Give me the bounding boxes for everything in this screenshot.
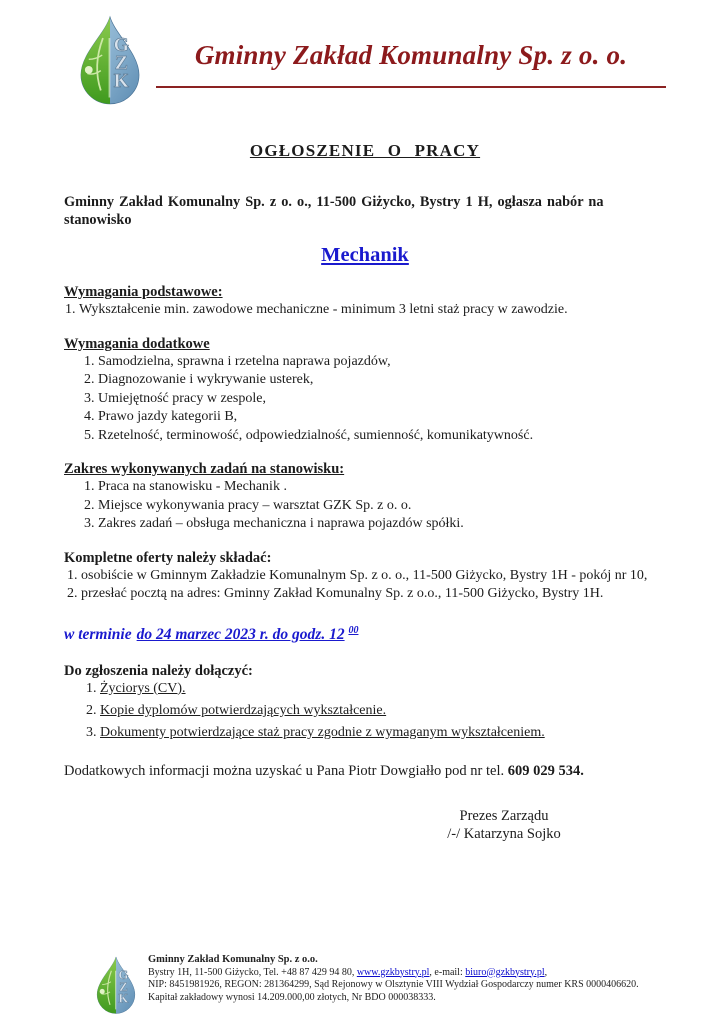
section-basic-requirements bbox=[64, 283, 666, 320]
list-item: 1. Wykształcenie min. zawodowe mechaniczne - minimum 3 letni staż pracy w zawodzie. bbox=[79, 301, 666, 320]
letterhead-divider bbox=[156, 86, 666, 88]
gzk-waterdrop-logo-icon bbox=[74, 14, 146, 106]
deadline-line bbox=[64, 621, 666, 645]
document-footer bbox=[0, 951, 724, 1015]
position-title-text: Mechanik bbox=[321, 244, 409, 266]
footer-line-end: , bbox=[544, 966, 548, 978]
offer-submission-list bbox=[64, 567, 666, 604]
list-item: 3. Umiejętność pracy w zespole, bbox=[98, 390, 666, 409]
section-heading: Wymagania dodatkowe bbox=[64, 335, 210, 352]
attachments-list bbox=[64, 680, 666, 743]
section-additional-requirements bbox=[64, 335, 666, 446]
letterhead bbox=[0, 0, 724, 106]
section-heading: Zakres wykonywanych zadań na stanowisku: bbox=[64, 461, 345, 477]
contact-phone: 609 029 534. bbox=[507, 763, 584, 780]
section-heading: Do zgłoszenia należy dołączyć: bbox=[64, 662, 253, 679]
list-item bbox=[100, 702, 666, 721]
deadline-prefix: w terminie bbox=[64, 625, 132, 643]
list-item: 2. Diagnozowanie i wykrywanie usterek, bbox=[98, 371, 666, 390]
list-item bbox=[100, 680, 666, 699]
footer-capital-line: Kapitał zakładowy wynosi 14.209.000,00 złotych, Nr BDO 000038333. bbox=[148, 991, 436, 1003]
list-item-text: Dokumenty potwierdzające staż pracy zgodnie z wymaganym wykształceniem. bbox=[100, 724, 545, 740]
list-item: 3. Zakres zadań – obsługa mechaniczna i naprawa pojazdów spółki. bbox=[98, 515, 666, 534]
section-heading: Wymagania podstawowe: bbox=[64, 284, 223, 300]
list-item: 1. Samodzielna, sprawna i rzetelna naprawa pojazdów, bbox=[98, 353, 666, 372]
footer-address: Bystry 1H, 11-500 Giżycko, Tel. +48 87 429 94 80, bbox=[148, 966, 357, 978]
basic-requirements-list bbox=[64, 301, 666, 320]
deadline-date: do 24 marzec 2023 r. do godz. 12 bbox=[136, 625, 345, 643]
list-item: 2. przesłać pocztą na adres: Gminny Zakład Komunalny Sp. z o.o., 11-500 Giżycko, Bystry 1H. bbox=[81, 585, 666, 604]
list-item: 1. osobiście w Gminnym Zakładzie Komunalnym Sp. z o. o., 11-500 Giżycko, Bystry 1H - pokój nr 10, bbox=[81, 567, 666, 586]
position-title bbox=[64, 242, 666, 268]
footer-website-link[interactable]: www.gzkbystry.pl bbox=[356, 966, 430, 978]
section-attachments bbox=[64, 662, 666, 743]
deadline-hour-superscript: 00 bbox=[348, 624, 359, 636]
list-item: 5. Rzetelność, terminowość, odpowiedzialność, sumienność, komunikatywność. bbox=[98, 427, 666, 446]
list-item-text: Kopie dyplomów potwierdzających wykształcenie. bbox=[100, 702, 387, 718]
additional-requirements-list bbox=[64, 353, 666, 446]
section-task-scope bbox=[64, 460, 666, 534]
organization-title: Gminny Zakład Komunalny Sp. z o. o. bbox=[194, 40, 628, 70]
document-body bbox=[0, 140, 724, 843]
list-item: 4. Prawo jazdy kategorii B, bbox=[98, 408, 666, 427]
signature-name: /-/ Katarzyna Sojko bbox=[447, 826, 561, 843]
footer-email-link[interactable]: biuro@gzkbystry.pl bbox=[465, 966, 545, 978]
footer-text-block bbox=[148, 951, 639, 1015]
footer-email-label: , e-mail: bbox=[429, 966, 466, 978]
document-title bbox=[64, 140, 666, 162]
footer-registry-line: NIP: 8451981926, REGON: 281364299, Sąd Rejonowy w Olsztynie VIII Wydział Gospodarczy numer KRS 0000406620. bbox=[148, 979, 639, 990]
section-offer-submission bbox=[64, 549, 666, 604]
intro-paragraph: Gminny Zakład Komunalny Sp. z o. o., 11-500 Giżycko, Bystry 1 H, ogłasza nabór na stanowisko bbox=[64, 194, 604, 228]
list-item bbox=[100, 724, 666, 743]
gzk-waterdrop-logo-icon-small bbox=[93, 955, 139, 1015]
list-item: 2. Miejsce wykonywania pracy – warsztat GZK Sp. z o. o. bbox=[98, 497, 666, 516]
contact-line bbox=[64, 762, 666, 781]
footer-org-name: Gminny Zakład Komunalny Sp. z o.o. bbox=[148, 954, 318, 965]
signature-block bbox=[404, 807, 604, 843]
contact-text: Dodatkowych informacji można uzyskać u Pana Piotr Dowgiałło pod nr tel. bbox=[64, 763, 508, 780]
signature-role: Prezes Zarządu bbox=[459, 808, 549, 825]
task-scope-list bbox=[64, 478, 666, 534]
section-heading: Kompletne oferty należy składać: bbox=[64, 549, 272, 566]
list-item: 1. Praca na stanowisku - Mechanik . bbox=[98, 478, 666, 497]
document-title-text: OGŁOSZENIE O PRACY bbox=[249, 141, 481, 160]
letterhead-right bbox=[156, 14, 666, 88]
list-item-text: Życiorys (CV). bbox=[100, 680, 186, 696]
footer-contact-line bbox=[148, 967, 639, 980]
